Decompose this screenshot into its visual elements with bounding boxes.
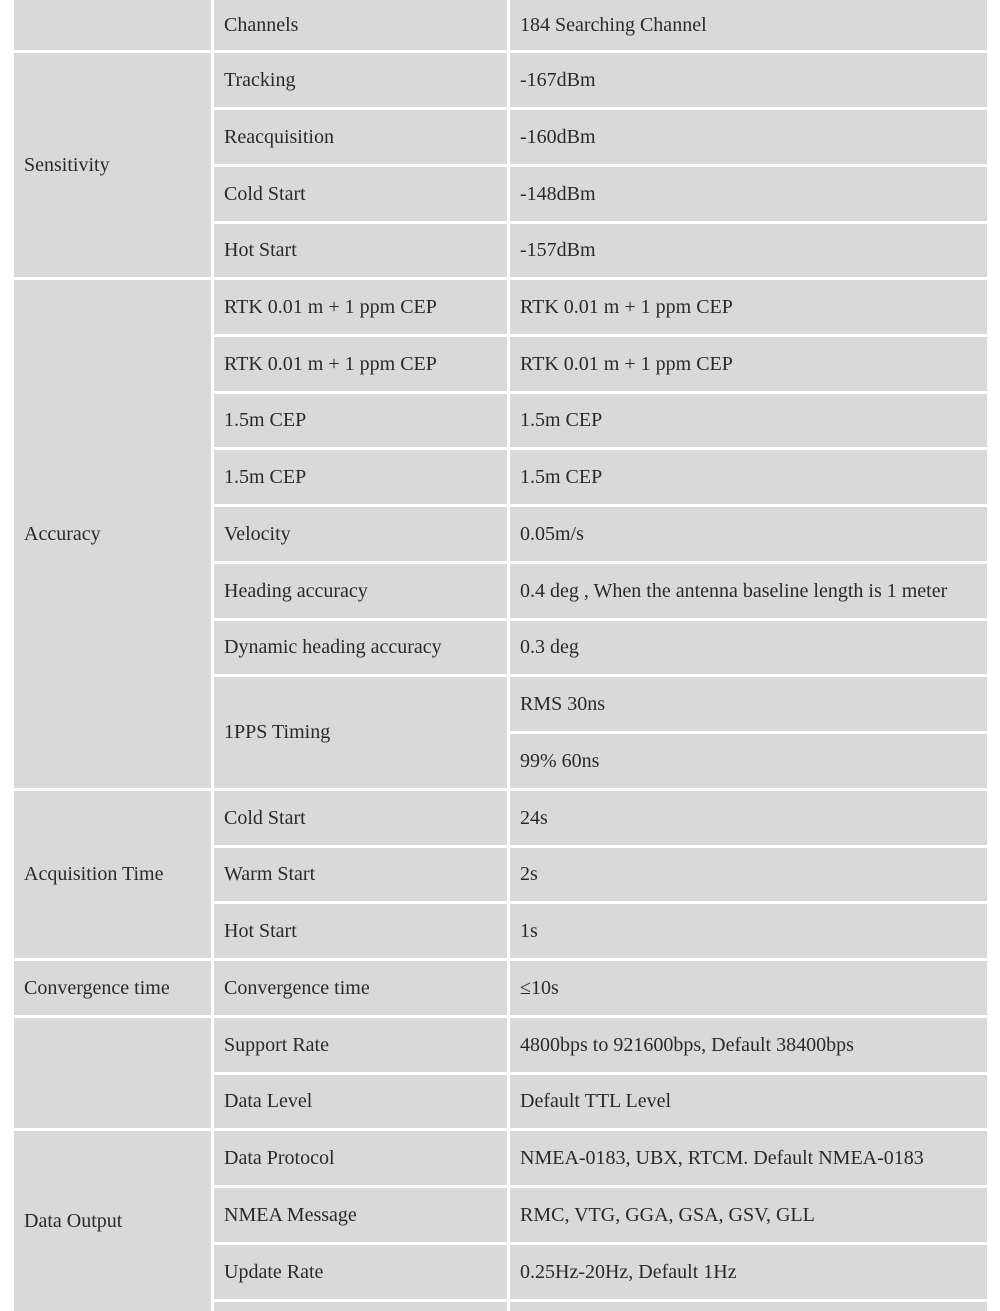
value-cell: -157dBm: [510, 224, 987, 277]
group-cell-acquisition-time: Acquisition Time: [14, 791, 211, 958]
group-cell-blank-middle: [14, 1018, 211, 1128]
value-cell: 0.05m/s: [510, 507, 987, 561]
param-cell: Velocity: [214, 507, 507, 561]
value-cell: 99% 60ns: [510, 734, 987, 788]
param-cell: Tracking: [214, 53, 507, 107]
value-cell: -167dBm: [510, 53, 987, 107]
param-cell: Cold Start: [214, 167, 507, 221]
param-cell: Cold Start: [214, 791, 507, 845]
param-cell: RTK 0.01 m + 1 ppm CEP: [214, 280, 507, 334]
param-cell: 1.5m CEP: [214, 450, 507, 504]
param-cell: RTK 0.01 m + 1 ppm CEP: [214, 337, 507, 391]
param-cell: Update Rate: [214, 1245, 507, 1299]
value-cell: RMS 30ns: [510, 677, 987, 731]
group-cell-accuracy: Accuracy: [14, 280, 211, 788]
value-cell: RMC, VTG, GGA, GSA, GSV, GLL: [510, 1188, 987, 1242]
value-cell: 2s: [510, 848, 987, 901]
param-cell: Reacquisition: [214, 110, 507, 164]
param-cell: NMEA Message: [214, 1188, 507, 1242]
param-cell: Hot Start: [214, 904, 507, 958]
param-cell: Support Rate: [214, 1018, 507, 1072]
param-cell: Dynamic heading accuracy: [214, 621, 507, 674]
value-cell: RTK 0.01 m + 1 ppm CEP: [510, 337, 987, 391]
value-cell: Default TTL Level: [510, 1075, 987, 1128]
group-cell-convergence-time: Convergence time: [14, 961, 211, 1015]
param-cell: Convergence time: [214, 961, 507, 1015]
param-cell: 1PPS Timing: [214, 677, 507, 788]
group-cell-sensitivity: Sensitivity: [14, 53, 211, 277]
param-cell: Heading accuracy: [214, 564, 507, 618]
param-cell: Data Level: [214, 1075, 507, 1128]
param-cell: Data Protocol: [214, 1131, 507, 1185]
group-cell-data-output: Data Output: [14, 1131, 211, 1311]
value-cell: NMEA-0183, UBX, RTCM. Default NMEA-0183: [510, 1131, 987, 1185]
value-cell: 184 Searching Channel: [510, 0, 987, 50]
group-cell-blank-top: [14, 0, 211, 50]
value-cell: 24s: [510, 791, 987, 845]
value-cell: -160dBm: [510, 110, 987, 164]
value-cell: -148dBm: [510, 167, 987, 221]
param-cell: Hot Start: [214, 224, 507, 277]
value-cell: ≤10s: [510, 961, 987, 1015]
param-cell: Channels: [214, 0, 507, 50]
value-cell: 1s: [510, 904, 987, 958]
param-cell: Warm Start: [214, 848, 507, 901]
value-cell: 4800bps to 921600bps, Default 38400bps: [510, 1018, 987, 1072]
value-cell: [510, 1302, 987, 1311]
value-cell: RTK 0.01 m + 1 ppm CEP: [510, 280, 987, 334]
value-cell: 0.3 deg: [510, 621, 987, 674]
value-cell: 1.5m CEP: [510, 394, 987, 447]
param-cell: 1.5m CEP: [214, 394, 507, 447]
value-cell: 0.4 deg , When the antenna baseline length is 1 meter: [510, 564, 987, 618]
value-cell: 0.25Hz-20Hz, Default 1Hz: [510, 1245, 987, 1299]
param-cell: [214, 1302, 507, 1311]
value-cell: 1.5m CEP: [510, 450, 987, 504]
